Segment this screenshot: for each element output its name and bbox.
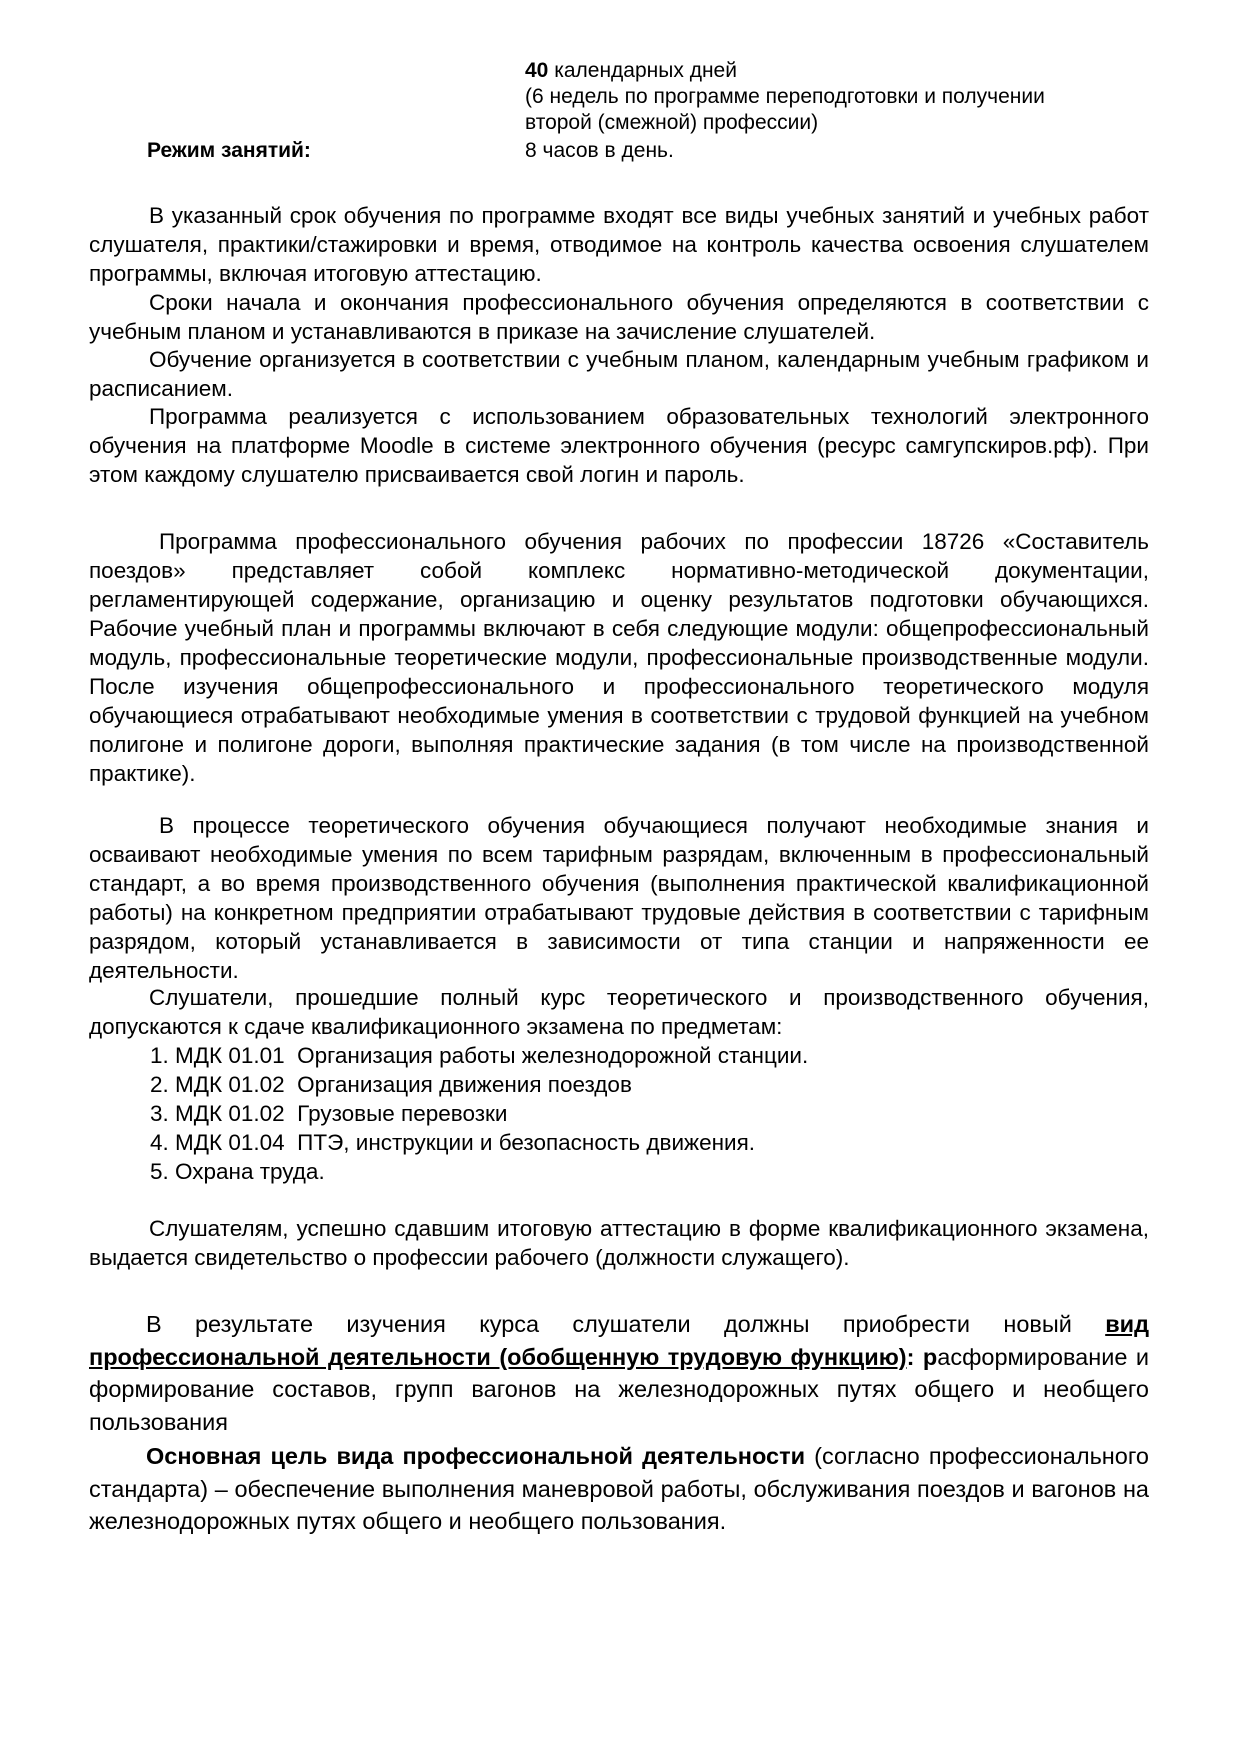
paragraph-text: Обучение организуется в соответствии с учебным планом, календарным учебным графиком и расписанием. [89,347,1149,401]
paragraph-text: В результате изучения курса слушатели должны приобрести новый [146,1311,1106,1337]
list-item: 5. Охрана труда. [150,1159,325,1184]
duration-days-number: 40 [525,59,549,82]
list-item: 2. МДК 01.02 Организация движения поездов [150,1072,632,1097]
paragraph-organization [89,345,1149,403]
paragraph-elearning [89,402,1149,489]
paragraph-text: Слушателям, успешно сдавшим итоговую аттестацию в форме квалификационного экзамена, выдается свидетельство о профессии рабочего (должности служащего). [89,1216,1149,1270]
paragraph-program-description [89,527,1149,788]
paragraph-certificate [89,1214,1149,1272]
paragraph-training-dates [89,288,1149,346]
paragraph-text: Программа профессионального обучения рабочих по профессии 18726 «Составитель поездов» представляет собой комплекс нормативно-методической документации, регламентирующей содержание, организацию и оценку результатов подготовки обучающихся. Рабочие учебный план и программы включают в себя следующие модули: общепрофессиональный модуль, профессиональные теоретические модули, профессиональные производственные модули. После изучения общепрофессионального и профессионального теоретического модуля обучающиеся отрабатывают необходимые умения в соответствии с трудовой функцией на учебном полигоне и полигоне дороги, выполняя практические задания (в том числе на производственной практике). [89,529,1149,786]
mode-label: Режим занятий: [147,139,311,162]
colon: : [906,1343,915,1370]
activity-type-heading: вид профессиональной деятельности (обобщенную трудовую функцию) [89,1311,1149,1370]
main-goal-heading: Основная цель вида профессиональной деятельности [146,1443,806,1469]
duration-note-line1: (6 недель по программе переподготовки и получении [525,85,1045,108]
activity-description: асформирование и формирование составов, групп вагонов на железнодорожных путях общего и необщего пользования [89,1343,1150,1435]
paragraph-exam-admission [89,983,1149,1041]
paragraph-new-activity [89,1308,1149,1438]
mode-value: 8 часов в день. [525,139,674,162]
paragraph-text: Программа реализуется с использованием образовательных технологий электронного обучения на платформе Moodle в системе электронного обучения (ресурс самгупскиров.рф). При этом каждому слушателю присваивается свой логин и пароль. [89,404,1149,487]
paragraph-main-goal [89,1440,1149,1538]
list-item: 1. МДК 01.01 Организация работы железнодорожной станции. [150,1043,809,1068]
duration-note-line2: второй (смежной) профессии) [525,111,819,134]
first-letter: р [922,1343,938,1370]
main-goal-text: (согласно профессионального стандарта) – обеспечение выполнения маневровой работы, обслуживания поездов и вагонов на железнодорожных путях общего и необщего пользования. [89,1443,1149,1534]
paragraph-theory-training [89,811,1149,985]
paragraph-text: Слушатели, прошедшие полный курс теоретического и производственного обучения, допускаются к сдаче квалификационного экзамена по предметам: [89,985,1149,1039]
list-item: 3. МДК 01.02 Грузовые перевозки [150,1101,508,1126]
paragraph-text: Сроки начала и окончания профессионального обучения определяются в соответствии с учебным планом и устанавливаются в приказе на зачисление слушателей. [89,290,1149,344]
paragraph-text: В указанный срок обучения по программе входят все виды учебных занятий и учебных работ слушателя, практики/стажировки и время, отводимое на контроль качества освоения слушателем программы, включая итоговую аттестацию. [89,203,1149,286]
exam-subjects-list [150,1041,808,1186]
paragraph-text: В процессе теоретического обучения обучающиеся получают необходимые знания и осваивают необходимые умения по всем тарифным разрядам, включенным в профессиональный стандарт, а во время производственного обучения (выполнения практической квалификационной работы) на конкретном предприятии отрабатывают трудовые действия в соответствии с тарифным разрядом, который устанавливается в зависимости от типа станции и напряженности ее деятельности. [89,813,1149,983]
paragraph-training-scope [89,201,1149,288]
duration-line [525,58,737,84]
list-item: 4. МДК 01.04 ПТЭ, инструкции и безопасность движения. [150,1130,756,1155]
duration-days-text: календарных дней [548,59,737,82]
